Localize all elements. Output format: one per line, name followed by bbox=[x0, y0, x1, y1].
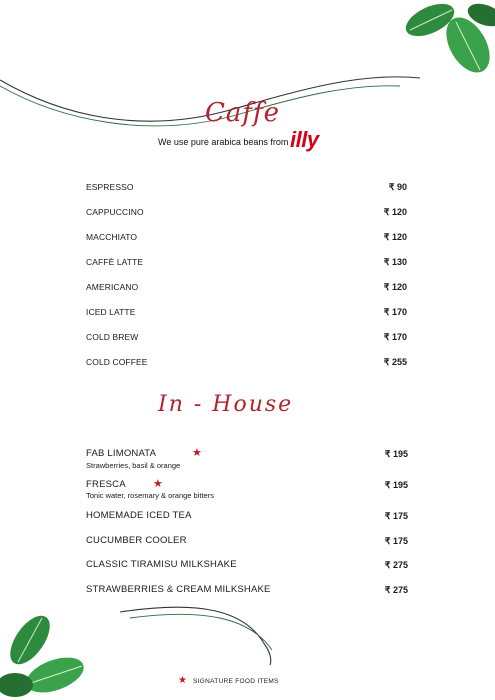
menu-item-price: ₹ 90 bbox=[388, 182, 407, 192]
star-icon: ★ bbox=[178, 675, 187, 686]
menu-item-name: HOMEMADE ICED TEA bbox=[86, 510, 192, 521]
section-title-caffe: Caffe bbox=[205, 98, 281, 128]
mint-leaf-icon bbox=[390, 0, 495, 100]
menu-item-price: ₹ 170 bbox=[383, 307, 407, 317]
menu-item-price: ₹ 275 bbox=[384, 560, 408, 570]
menu-item-price: ₹ 275 bbox=[384, 585, 408, 595]
star-icon: ★ bbox=[153, 478, 163, 490]
signature-legend: SIGNATURE FOOD ITEMS bbox=[193, 678, 279, 685]
menu-item-name: FRESCA bbox=[86, 479, 126, 490]
menu-item-name: ICED LATTE bbox=[86, 307, 136, 317]
menu-item-name: COLD COFFEE bbox=[86, 357, 148, 367]
menu-item-price: ₹ 120 bbox=[383, 207, 407, 217]
menu-item-price: ₹ 120 bbox=[383, 232, 407, 242]
menu-item-price: ₹ 175 bbox=[384, 536, 408, 546]
menu-item-name: MACCHIATO bbox=[86, 232, 138, 242]
illy-brand-logo: illy bbox=[290, 127, 319, 152]
menu-item-price: ₹ 130 bbox=[383, 257, 407, 267]
menu-item-price: ₹ 120 bbox=[383, 282, 407, 292]
menu-item-price: ₹ 195 bbox=[384, 449, 408, 459]
menu-item-price: ₹ 170 bbox=[383, 332, 407, 342]
menu-item-name: COLD BREW bbox=[86, 332, 139, 342]
menu-item-name: ESPRESSO bbox=[86, 182, 134, 192]
section-title-in-house: In - House bbox=[158, 392, 294, 417]
menu-item-description: Tonic water, rosemary & orange bitters bbox=[86, 491, 214, 500]
menu-item-price: ₹ 175 bbox=[384, 511, 408, 521]
menu-item-name: CAPPUCCINO bbox=[86, 207, 144, 217]
mint-leaf-icon bbox=[0, 600, 95, 700]
menu-item-name: AMERICANO bbox=[86, 282, 139, 292]
star-icon: ★ bbox=[192, 447, 202, 459]
menu-item-name: FAB LIMONATA bbox=[86, 448, 157, 459]
menu-item-price: ₹ 255 bbox=[383, 357, 407, 367]
menu-item-name: CUCUMBER COOLER bbox=[86, 535, 187, 546]
menu-item-price: ₹ 195 bbox=[384, 480, 408, 490]
caffe-tagline: We use pure arabica beans from bbox=[158, 137, 289, 147]
menu-item-name: CLASSIC TIRAMISU MILKSHAKE bbox=[86, 559, 237, 570]
menu-item-description: Strawberries, basil & orange bbox=[86, 461, 181, 470]
menu-item-name: CAFFÈ LATTE bbox=[86, 257, 144, 267]
menu-item-name: STRAWBERRIES & CREAM MILKSHAKE bbox=[86, 584, 271, 595]
